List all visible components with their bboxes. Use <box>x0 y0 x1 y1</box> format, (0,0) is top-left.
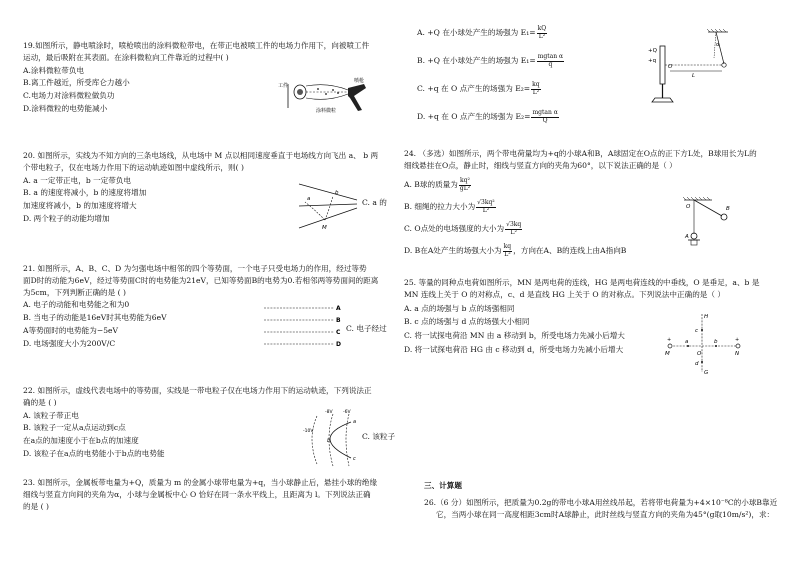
q21-stem-line2: 面D时的动能为6eV，经过等势面C时的电势能为21eV，已知等势面B的电势为0.若相邻两等势面间的距离 <box>23 275 379 285</box>
q21-option-b: B. 当电子的动能是16eV时其电势能为6eV <box>23 313 167 323</box>
q19-particle-label: 涂料微粒 <box>316 108 337 114</box>
q19-stem-line1: 19.如图所示，静电喷涂时，喷枪喷出的涂料微粒带电，在带正电被喷工件的电场力作用下，向被喷工件 <box>23 41 370 50</box>
q21-plane-label-d: D <box>336 341 341 348</box>
q24-option-c: C. O点处的电场强度的大小为 $\frac{√3kq}{\text{L²}}$ <box>404 221 522 236</box>
q25-label-d: d <box>695 361 699 367</box>
q19-option-c: C.电场力对涂料微粒做负功 <box>23 91 115 101</box>
q23-label-plus-q: +q <box>648 58 657 64</box>
q25-option-a: A. a 点的场强与 b 点的场强相同 <box>404 303 515 313</box>
q19-option-b: B.离工件越近，所受库仑力越小 <box>23 78 130 88</box>
q19-workpiece-label: 工件 <box>278 83 289 89</box>
q23-plate-figure <box>648 30 730 108</box>
q20-option-b: B. a 的速度将减小，b 的速度将增加 <box>23 188 147 198</box>
q21-plane-label-a: A <box>336 305 341 312</box>
q25-option-b: B. c 点的场强与 d 点的场强大小相同 <box>404 317 530 327</box>
q26-stem-line1: 26.（6 分）如图所示，把质量为0.2g的带电小球A用丝线吊起，若将带电荷量为+4×10⁻⁸C的小球B靠近 <box>424 498 778 507</box>
q22-option-b-cont: 在a点的加速度小于在b点的加速度 <box>23 436 139 446</box>
q24-option-a: A. B球的质量为 $\frac{\text{kq²}}{\text{gL²}}$ <box>404 177 471 192</box>
q25-option-d: D. 将一试探电荷沿 HG 由 c 移动到 d，所受电场力先减小后增大 <box>404 344 624 354</box>
q22-stem-line2: 确的是 ( ) <box>23 397 57 407</box>
q19-option-d: D.涂料微粒的电势能减小 <box>23 103 108 113</box>
q24-option-b: B. 细绳的拉力大小为 $\frac{\text{√3kq²}}{\text{L²}}$ <box>404 199 495 214</box>
q21-option-a: A. 电子的动能和电势能之和为0 <box>23 300 130 310</box>
q23-option-b: B. +Q 在小球处产生的场强为 E₁= $\frac{\text{mgtan α}}{q}$ <box>417 53 564 68</box>
q24-stem-line2: 细线悬挂在O点，静止时，细线与竖直方向的夹角为60°，以下说法正确的是（ ） <box>404 160 677 170</box>
q22-option-a: A. 该粒子带正电 <box>23 410 79 420</box>
q20-option-d: D. 两个粒子的动能均增加 <box>23 213 110 223</box>
q22-trajectory-figure <box>303 408 361 470</box>
q20-field-lines-figure <box>297 180 359 232</box>
q22-option-b: B. 该粒子一定从a点运动到c点 <box>23 423 126 433</box>
q24-stem-line1: 24. （多选）如图所示，两个带电荷量均为+q的小球A和B，A球固定在O点的正下方L处，B球用长为L的 <box>404 149 757 158</box>
q25-label-M: M <box>665 351 670 357</box>
q22-label-neg6v: -6V <box>343 410 351 415</box>
q24-a-fraction: $\frac{\text{kq²}}{\text{gL²}}$ <box>459 177 471 192</box>
q23-a-fraction: $\frac{kQ}{\text{L²}}$ <box>537 25 547 40</box>
q24-label-O: O <box>686 204 691 210</box>
q25-label-a: a <box>685 339 689 345</box>
q24-option-d: D. B在A处产生的场强大小为 $\frac{kq}{\text{L²}}$ ，方向在A、B的连线上由A指向B <box>404 243 627 258</box>
q25-label-b: b <box>714 339 718 345</box>
q21-option-c: C. 电子经过 <box>346 324 387 333</box>
q23-option-c: C. +q 在 O 点产生的场强为 E₂= $\frac{kq}{\text{L²}}$ <box>417 81 540 96</box>
q23-d-fraction: $\frac{\text{mgtan α}}{Q}$ <box>532 109 558 124</box>
q25-stem-line1: 25. 等量的同种点电荷如图所示，MN 是两电荷的连线，HG 是两电荷连线的中垂线，O 是垂足，a、b 是 <box>404 278 760 287</box>
q23-stem-line3: 的是 ( ) <box>23 501 49 511</box>
q20-stem-line1: 20. 如图所示，实线为不知方向的三条电场线，从电场中 M 点以相同速度垂直于电场线方向飞出 a、 b 两 <box>23 151 379 160</box>
q26-stem-line2: 它，当两小球在同一高度相距3cm时A球静止，此时丝线与竖直方向的夹角为45°(g取10m/s²)，求： <box>436 509 775 519</box>
q22-label-b: b <box>327 438 331 444</box>
q25-charges-figure <box>662 312 744 374</box>
q19-gun-label: 喷枪 <box>354 78 365 84</box>
q24-pendulum-figure <box>682 196 738 248</box>
q24-label-A: A <box>685 234 689 240</box>
q21-stem-line1: 21. 如图所示，A、B、C、D 为匀强电场中相邻的四个等势面，一个电子只受电场力的作用，经过等势 <box>23 264 367 273</box>
q22-option-c: C. 该粒子 <box>362 432 396 441</box>
q22-label-a: a <box>353 419 357 425</box>
q25-charge-left: + <box>667 337 672 343</box>
q24-c-fraction: $\frac{√3kq}{\text{L²}}$ <box>506 221 522 236</box>
q24-label-B: B <box>726 206 730 212</box>
q21-stem-line3: 为5cm，下列判断正确的是 ( ) <box>23 287 126 297</box>
q21-plane-label-b: B <box>336 317 341 324</box>
q21-option-b-cont: A等势面时的电势能为−5eV <box>23 325 118 335</box>
q21-option-d: D. 电场强度大小为200V/C <box>23 338 116 348</box>
q23-label-alpha: α <box>716 42 720 48</box>
q23-option-d: D. +q 在 O 点产生的场强为 E₂= $\frac{\text{mgtan α}}{Q}$ <box>417 109 558 124</box>
q22-option-d: D. 该粒子在a点的电势能小于b点的电势能 <box>23 448 165 458</box>
q25-label-c: c <box>695 328 699 334</box>
q23-options <box>417 26 647 132</box>
q20-label-a: a <box>307 196 311 202</box>
q21-plane-label-c: C <box>336 329 341 336</box>
q20-option-c: C. a 的 <box>362 198 387 207</box>
q20-option-b-cont: 加速度将减小，b 的加速度将增大 <box>23 201 137 211</box>
question-26 <box>424 497 789 521</box>
q23-stem-line1: 23. 如图所示，金属板带电量为+Q，质量为 m 的金属小球带电量为+q，当小球静止后，悬挂小球的绝缘 <box>23 478 378 487</box>
question-23 <box>23 477 383 512</box>
section-3-heading: 三、计算题 <box>424 481 462 490</box>
q25-label-O: O <box>697 351 702 357</box>
q22-label-neg8v: -8V <box>325 410 333 415</box>
q23-c-fraction: $\frac{kq}{\text{L²}}$ <box>532 81 540 96</box>
q20-label-b: b <box>335 190 339 196</box>
q22-stem-line1: 22. 如图所示，虚线代表电场中的等势面，实线是一带电粒子仅在电场力作用下的运动轨迹，下列说法正 <box>23 386 372 395</box>
q23-label-O: O <box>668 64 673 70</box>
q19-spray-gun-figure <box>278 78 373 118</box>
q22-label-neg10v: -10V <box>303 429 314 434</box>
q25-charge-right: + <box>735 337 740 343</box>
q23-option-a: A. +Q 在小球处产生的场强为 E₁= $\frac{kQ}{\text{L²}}$ <box>417 25 547 40</box>
q23-b-fraction: $\frac{\text{mgtan α}}{q}$ <box>537 53 564 68</box>
q25-label-H: H <box>704 314 709 320</box>
q23-label-plus-Q: +Q <box>648 48 657 54</box>
q25-option-c: C. 将一试探电荷沿 MN 由 a 移动到 b，所受电场力先减小后增大 <box>404 331 625 341</box>
question-24 <box>404 148 784 172</box>
q20-option-a: A. a 一定带正电，b 一定带负电 <box>23 175 132 185</box>
q22-label-c: c <box>353 456 356 462</box>
q20-label-m: M <box>322 225 327 231</box>
q24-d-fraction: $\frac{kq}{\text{L²}}$ <box>503 243 512 258</box>
q23-label-L: L <box>692 73 696 79</box>
q24-b-fraction: $\frac{\text{√3kq²}}{\text{L²}}$ <box>477 199 495 214</box>
q25-label-N: N <box>735 351 740 357</box>
q23-stem-line2: 细线与竖直方向间的夹角为α，小球与金属板中心 O 恰好在同一条水平线上，且距离为 l。下列说法正确 <box>23 489 371 499</box>
q21-equipotential-figure <box>262 302 342 352</box>
q19-stem-line2: 运动，最后吸附在其表面。在涂料微粒向工件靠近的过程中( ) <box>23 52 229 62</box>
q19-option-a: A.涂料微粒带负电 <box>23 65 85 75</box>
q25-label-G: G <box>704 370 709 376</box>
q20-stem-line2: 个带电粒子，仅在电场力作用下的运动轨迹如图中虚线所示，则( ) <box>23 162 244 172</box>
q25-stem-line2: MN 连线上关于 O 的对称点，c、d 是直线 HG 上关于 O 的对称点。下列说法中正确的是（ ） <box>404 289 725 299</box>
